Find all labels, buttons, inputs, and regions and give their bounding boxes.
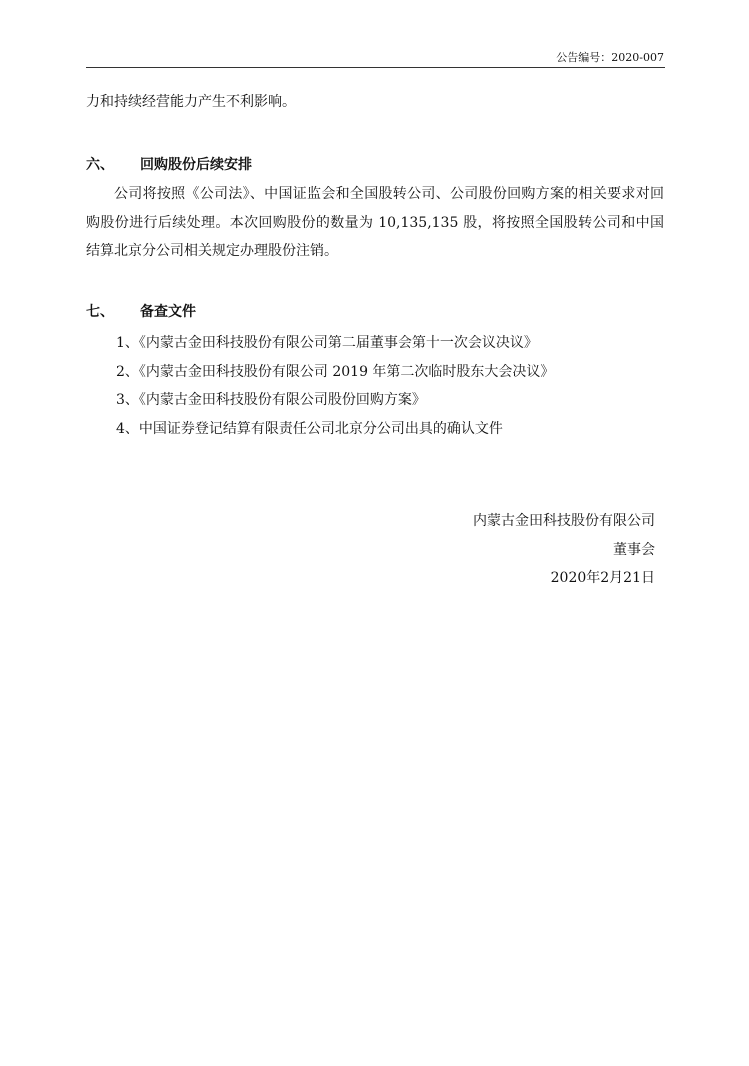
- reference-item-2: 2、《内蒙古金田科技股份有限公司 2019 年第二次临时股东大会决议》: [116, 364, 555, 380]
- section-7-heading: [86, 303, 196, 321]
- continuation-line: 力和持续经营能力产生不利影响。: [86, 94, 296, 110]
- section-6-number: 六、: [86, 157, 114, 173]
- reference-item-1: 1、《内蒙古金田科技股份有限公司第二届董事会第十一次会议决议》: [116, 335, 538, 351]
- signature-board: 董事会: [613, 542, 655, 558]
- signature-company: 内蒙古金田科技股份有限公司: [473, 513, 655, 529]
- section-7-title: 备查文件: [140, 304, 196, 320]
- section-6-paragraph: 公司将按照《公司法》、中国证监会和全国股转公司、公司股份回购方案的相关要求对回购股份进行后续处理。本次回购股份的数量为 10,135,135 股，将按照全国股转公司和中国结算北京分公司相关规定办理股份注销。: [86, 186, 664, 259]
- header-rule: [86, 67, 665, 68]
- reference-item-4: 4、中国证券登记结算有限责任公司北京分公司出具的确认文件: [116, 421, 503, 437]
- section-6-heading: [86, 156, 252, 174]
- section-6-title: 回购股份后续安排: [140, 157, 252, 173]
- announcement-number: 公告编号：2020-007: [556, 51, 664, 64]
- signature-date: 2020年2月21日: [550, 570, 655, 586]
- reference-item-3: 3、《内蒙古金田科技股份有限公司股份回购方案》: [116, 392, 426, 408]
- section-7-number: 七、: [86, 304, 114, 320]
